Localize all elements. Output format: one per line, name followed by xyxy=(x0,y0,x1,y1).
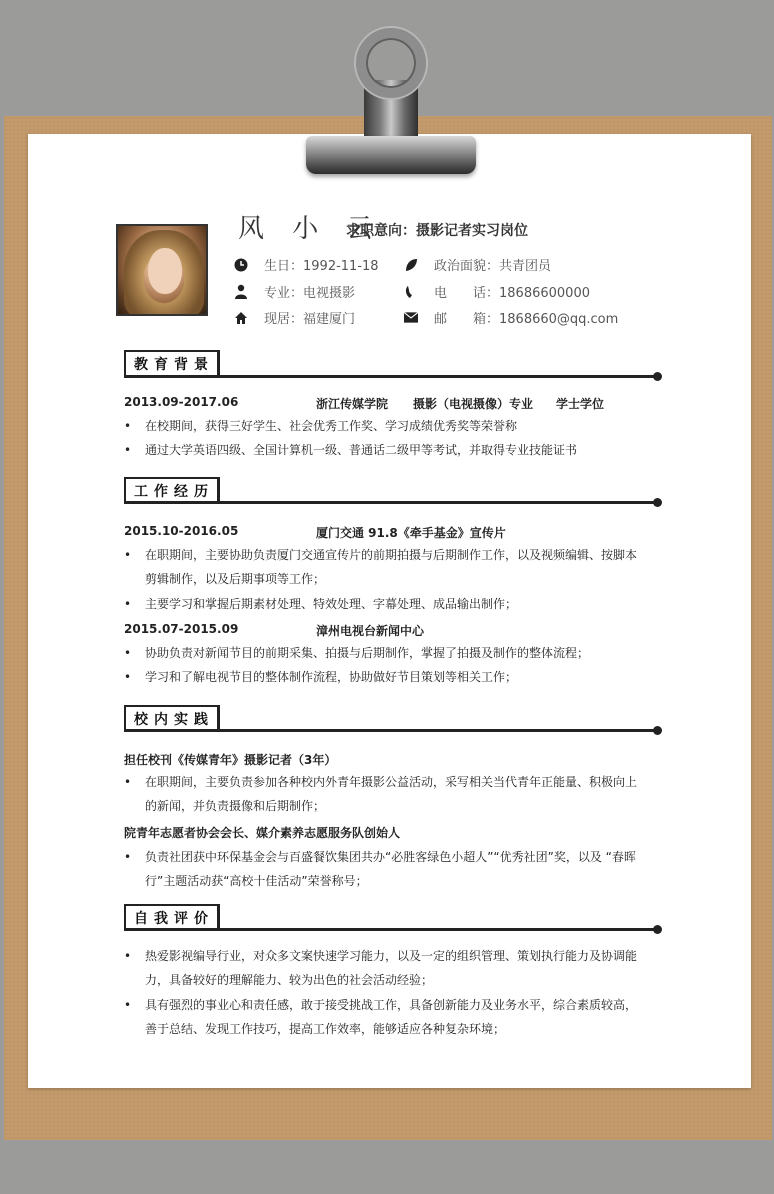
binder-clip-base xyxy=(306,136,476,174)
campus-bullet: • 在职期间，主要负责参加各种校内外青年摄影公益活动，采写相关当代青年正能量、积极向上的新闻，并负责摄像和后期制作； xyxy=(124,775,638,813)
campus-role-2: 院青年志愿者协会会长、媒介素养志愿服务队创始人 xyxy=(124,826,401,840)
job2-period: 2015.07-2015.09 xyxy=(124,622,239,636)
work-bullet: • 协助负责对新闻节目的前期采集、拍摄与后期制作，掌握了拍摄及制作的整体流程； xyxy=(124,646,590,660)
job2-org: 漳州电视台新闻中心 xyxy=(316,624,425,638)
education-major: 摄影（电视摄像）专业 xyxy=(413,397,534,411)
self-bullet: • 具有强烈的事业心和责任感，敢于接受挑战工作，具备创新能力及业务水平，综合素质较高，善于总结、发现工作技巧，提高工作效率，能够适应各种复杂环境； xyxy=(124,998,638,1036)
phone-text: 电 话：18686600000 xyxy=(434,286,590,301)
section-rule-education xyxy=(124,375,656,378)
work-bullet: • 主要学习和掌握后期素材处理、特效处理、字幕处理、成品输出制作； xyxy=(124,597,518,611)
info-email xyxy=(404,308,618,327)
education-bullet: • 在校期间，获得三好学生、社会优秀工作奖、学习成绩优秀奖等荣誉称 xyxy=(124,419,518,433)
section-title-work: 工作经历 xyxy=(124,477,220,503)
binder-clip-ring xyxy=(356,28,426,98)
info-phone xyxy=(404,282,590,301)
profile-photo xyxy=(116,224,208,316)
job1-period: 2015.10-2016.05 xyxy=(124,524,239,538)
home-icon xyxy=(234,311,248,325)
info-major xyxy=(234,282,355,301)
birth-text: 生日：1992-11-18 xyxy=(264,259,379,274)
campus-bullet: • 负责社团获中环保基金会与百盛餐饮集团共办“必胜客绿色小超人”“优秀社团”奖，以及 “春晖行”主题活动获“高校十佳活动”荣誉称号； xyxy=(124,850,636,888)
section-dot-education xyxy=(653,372,662,381)
section-title-education: 教育背景 xyxy=(124,350,220,376)
work-bullet: • 在职期间，主要协助负责厦门交通宣传片的前期拍摄与后期制作工作，以及视频编辑、按脚本剪辑制作，以及后期事项等工作； xyxy=(124,548,638,586)
job1-org: 厦门交通 91.8《牵手基金》宣传片 xyxy=(316,526,506,540)
residence-text: 现居：福建厦门 xyxy=(264,312,356,327)
section-rule-work xyxy=(124,501,656,504)
self-bullet: • 热爱影视编导行业，对众多文案快速学习能力，以及一定的组织管理、策划执行能力及协调能力，具备较好的理解能力、较为出色的社会活动经验； xyxy=(124,949,638,987)
info-residence xyxy=(234,308,355,327)
mail-icon xyxy=(404,311,418,325)
major-text: 专业：电视摄影 xyxy=(264,286,356,301)
candidate-name: 风 小 云 xyxy=(238,214,383,244)
section-title-campus: 校内实践 xyxy=(124,705,220,731)
work-bullet: • 学习和了解电视节目的整体制作流程，协助做好节目策划等相关工作； xyxy=(124,670,518,684)
info-birth xyxy=(234,255,379,274)
section-rule-self xyxy=(124,928,656,931)
phone-icon xyxy=(404,285,418,299)
politics-text: 政治面貌：共青团员 xyxy=(434,259,552,274)
education-period: 2013.09-2017.06 xyxy=(124,395,239,409)
campus-role-1: 担任校刊《传媒青年》摄影记者（3年） xyxy=(124,753,337,767)
email-text: 邮 箱：1868660@qq.com xyxy=(434,312,619,327)
education-degree: 学士学位 xyxy=(556,397,605,411)
info-politics xyxy=(404,255,551,274)
section-dot-work xyxy=(653,498,662,507)
section-title-self: 自我评价 xyxy=(124,904,220,930)
job-intent: 求职意向：摄影记者实习岗位 xyxy=(346,223,528,239)
photo-face xyxy=(148,248,182,294)
education-bullet: • 通过大学英语四级、全国计算机一级、普通话二级甲等考试，并取得专业技能证书 xyxy=(124,443,578,457)
section-dot-campus xyxy=(653,726,662,735)
section-rule-campus xyxy=(124,729,656,732)
person-icon xyxy=(234,285,248,299)
leaf-icon xyxy=(404,258,418,272)
section-dot-self xyxy=(653,925,662,934)
education-school: 浙江传媒学院 xyxy=(316,397,389,411)
clock-icon xyxy=(234,258,248,272)
